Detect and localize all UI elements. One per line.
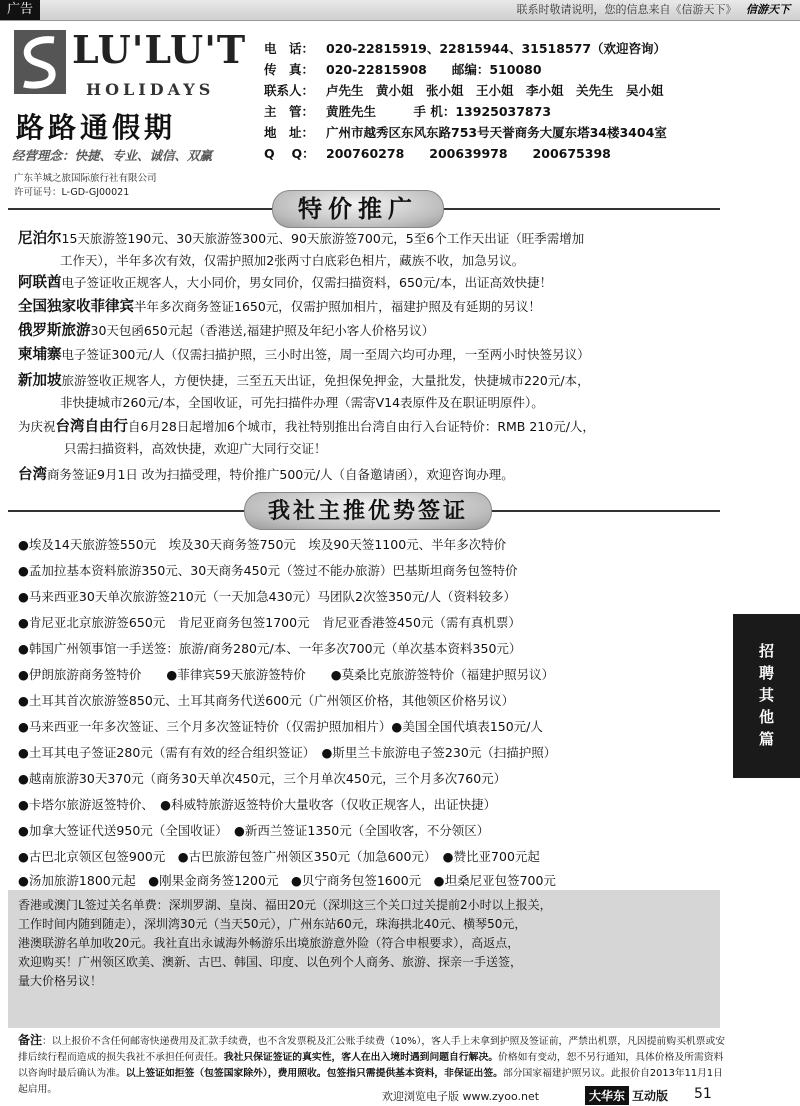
special-pre: 为庆祝 — [18, 419, 56, 434]
special-text: 自6月28日起增加6个城市，我社特别推出台湾自由行入台证特价：RMB 210元/人， — [128, 419, 595, 434]
section-title-visas: 我社主推优势签证 — [244, 492, 492, 530]
special-cambodia — [18, 344, 726, 366]
logo-holidays: HOLIDAYS — [86, 80, 215, 99]
side-tab-char: 篇 — [758, 730, 774, 748]
contact-qq — [264, 143, 794, 164]
remarks-text: 价格如有变动，恕不另行通知，具体价格及所需资料以咨询时最后确认为准。 — [18, 1052, 724, 1079]
hk-line: 港澳联游名单加收20元。我社直出永诚海外畅游乐出境旅游意外险（符合申根要求），高返点， — [18, 936, 520, 950]
remarks-text: 部分国家福建护照另议。此报价自2013年11月1日起启用。 — [18, 1068, 723, 1095]
visa-item: ●伊朗旅游商务签特价 ●菲律宾59天旅游签特价 ●莫桑比克旅游签特价（福建护照另议） — [18, 667, 555, 682]
special-taiwan-free — [18, 416, 726, 459]
visa-item: ●埃及14天旅游签550元 埃及30天商务签750元 埃及90天签1100元、半年多次特价 — [18, 537, 507, 552]
contact-address — [264, 122, 794, 143]
contact-value: 黄胜先生 手 机：13925037873 — [326, 104, 552, 119]
special-key: 台湾自由行 — [55, 419, 129, 435]
hk-line: 欢迎购买！广州领区欧美、澳新、古巴、韩国、印度、以色列个人商务、旅游、探亲一手送签， — [18, 955, 523, 969]
visa-item: ●韩国广州领事馆一手送签：旅游/商务280元/本、一年多次700元（单次基本资料350元） — [18, 641, 522, 656]
special-cont: 只需扫描资料，高效快捷，欢迎广大同行交证！ — [64, 441, 327, 456]
section-title-specials: 特价推广 — [272, 190, 444, 228]
contact-fax — [264, 59, 794, 80]
special-uae — [18, 272, 726, 294]
remarks-label: 备注 — [18, 1033, 43, 1047]
hk-line: 香港或澳门L签过关名单费：深圳罗湖、皇岗、福田20元（深圳这三个关口过关提前2小时以上报关， — [18, 898, 552, 912]
contact-value: 广州市越秀区东风东路753号天誉商务大厦东塔34楼3404室 — [326, 125, 667, 140]
special-key: 全国独家收菲律宾 — [18, 299, 134, 315]
special-philippines — [18, 296, 726, 318]
visa-item: ●土耳其电子签证280元（需有有效的经合组织签证） ●斯里兰卡旅游电子签230元（扫描护照） — [18, 745, 557, 760]
ad-tag: 广告 — [0, 0, 40, 20]
side-tab-char: 聘 — [758, 664, 774, 682]
remarks-bold: 我社只保证签证的真实性，客人在出入境时遇到问题自行解决。 — [223, 1052, 499, 1063]
special-text: 商务签证9月1日 改为扫描受理，特价推广500元/人（自备邀请函），欢迎咨询办理。 — [47, 467, 514, 482]
visa-item: ●马来西亚一年多次签证、三个月多次签证特价（仅需护照加相片）●美国全国代填表150元/人 — [18, 719, 543, 734]
side-tab-char: 其 — [758, 686, 774, 704]
special-text: 半年多次商务签证1650元，仅需护照加相片，福建护照及有延期的另议！ — [134, 299, 541, 314]
license-number: 许可证号：L-GD-GJ00021 — [14, 187, 130, 198]
top-notice-text: 联系时敬请说明，您的信息来自《信游天下》 — [516, 3, 737, 16]
special-text: 30天包函650元起（香港送,福建护照及年纪小客人价格另议） — [90, 323, 435, 338]
side-tab-char: 他 — [758, 708, 774, 726]
contact-value: 020-22815908 邮编：510080 — [326, 62, 542, 77]
special-text: 15天旅游签190元、30天旅游签300元、90天旅游签700元，5至6个工作天出证（旺季需增加 — [61, 231, 585, 246]
visa-item: ●越南旅游30天370元（商务30天单次450元，三个月单次450元，三个月多次760元） — [18, 771, 507, 786]
contact-value: 200760278 200639978 200675398 — [326, 146, 611, 161]
special-singapore — [18, 370, 726, 413]
logo-cn-name: 路路通假期 — [16, 111, 177, 144]
special-text: 电子签证300元/人（仅需扫描护照，三小时出签，周一至周六均可办理，一至两小时快签另议） — [61, 347, 590, 362]
contact-label: 电 话： — [264, 41, 315, 56]
footer-badge: 大华东 — [585, 1086, 629, 1105]
special-key: 阿联酋 — [18, 275, 62, 291]
contact-label: Q Q： — [264, 146, 315, 161]
contact-manager — [264, 101, 794, 122]
special-nepal — [18, 228, 726, 271]
visa-item: ●马来西亚30天单次旅游签210元（一天加急430元）马团队2次签350元/人（资料较多） — [18, 589, 517, 604]
visa-item: ●孟加拉基本资料旅游350元、30天商务450元（签过不能办旅游）巴基斯坦商务包签特价 — [18, 563, 518, 578]
contact-value: 卢先生 黄小姐 张小姐 王小姐 李小姐 关先生 吴小姐 — [326, 83, 664, 98]
company-name: 广东羊城之旅国际旅行社有限公司 — [14, 173, 157, 184]
special-taiwan-business — [18, 464, 726, 486]
side-tab-char: 招 — [758, 642, 774, 660]
footer-website: 欢迎浏览电子版 www.zyoo.net — [382, 1090, 540, 1103]
contact-value: 020-22815919、22815944、31518577（欢迎咨询） — [326, 41, 667, 56]
top-notice-badge: 信游天下 — [746, 3, 790, 16]
logo-s-icon — [14, 30, 66, 94]
contact-label: 主 管： — [264, 104, 315, 119]
contact-persons — [264, 80, 794, 101]
special-key: 俄罗斯旅游 — [18, 323, 91, 339]
visa-item: ●古巴北京领区包签900元 ●古巴旅游包签广州领区350元（加急600元） ●赞比亚700元起 — [18, 849, 540, 864]
logo-brand: LU'LU'T — [72, 27, 247, 72]
special-cont: 非快捷城市260元/本，全国收证，可先扫描件办理（需寄V14表原件及在职证明原件）。 — [60, 395, 544, 410]
remarks-bold: 以上签证如拒签（包签国家除外），费用照收。包签指只需提供基本资料，非保证出签。 — [125, 1068, 503, 1079]
logo-motto: 经营理念：快捷、专业、诚信、双赢 — [12, 148, 213, 163]
special-key: 柬埔寨 — [18, 347, 62, 363]
visa-item: ●加拿大签证代送950元（全国收证） ●新西兰签证1350元（全国收客，不分领区） — [18, 823, 490, 838]
top-notice — [517, 0, 791, 20]
page-number: 51 — [694, 1086, 712, 1102]
remarks-text: ：以上报价不含任何邮寄快递费用及汇款手续费，也不含发票税及汇公账手续费（10%），客人手上未拿到护照及签证前，严禁出机票，凡因提前购买机票或安排后续行程而造成的损失我社不承担任何责任。 — [18, 1036, 726, 1063]
visa-item: ●土耳其首次旅游签850元、土耳其商务代送600元（广州领区价格，其他领区价格另议） — [18, 693, 515, 708]
special-key: 台湾 — [18, 467, 47, 483]
contact-label: 传 真： — [264, 62, 315, 77]
special-key: 尼泊尔 — [18, 231, 62, 247]
footer-section: 互动版 — [632, 1089, 669, 1103]
special-text: 电子签证收正规客人，大小同价，男女同价，仅需扫描资料，650元/本，出证高效快捷！ — [61, 275, 553, 290]
special-cont: 工作天），半年多次有效，仅需护照加2张两寸白底彩色相片，藏族不收，加急另议。 — [60, 253, 525, 268]
hk-macau-text — [18, 896, 714, 991]
hk-line: 工作时间内随到随走），深圳湾30元（当天50元），广州东站60元，珠海拱北40元、横琴50元， — [18, 917, 527, 931]
contact-label: 联系人： — [264, 83, 315, 98]
special-key: 新加坡 — [18, 373, 62, 389]
side-tab-recruitment[interactable] — [733, 614, 800, 778]
special-text: 旅游签收正规客人，方便快捷，三至五天出证，免担保免押金，大量批发，快捷城市220元/本， — [61, 373, 590, 388]
hk-line: 量大价格另议！ — [18, 974, 103, 988]
visa-item: ●汤加旅游1800元起 ●刚果金商务签1200元 ●贝宁商务包签1600元 ●坦桑尼亚包签700元 — [18, 873, 556, 888]
contact-label: 地 址： — [264, 125, 315, 140]
contact-info — [264, 38, 794, 164]
visa-item: ●卡塔尔旅游返签特价、 ●科威特旅游返签特价大量收客（仅收正规客人，出证快捷） — [18, 797, 497, 812]
contact-phone — [264, 38, 794, 59]
special-russia — [18, 320, 726, 342]
visa-item: ●肯尼亚北京旅游签650元 肯尼亚商务包签1700元 肯尼亚香港签450元（需有真机票） — [18, 615, 521, 630]
